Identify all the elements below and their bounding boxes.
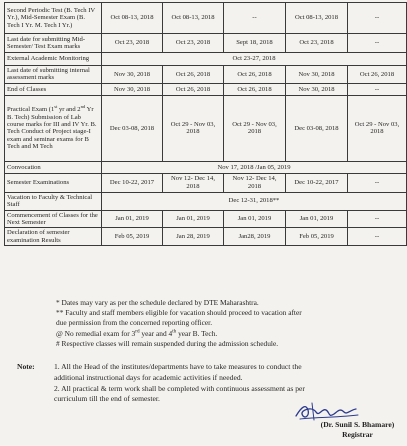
date-cell: Oct 08-13, 2018: [286, 3, 348, 34]
date-cell: Oct 26, 2018: [163, 66, 224, 84]
schedule-row: [5, 228, 407, 246]
event-cell: Practical Exam (1st yr and 2nd Yr B. Tech) Submission of Lab course marks for III and IV Yr. B. Tech Conduct of Project stage-I exam and seminar exams for B Tech and M Tech: [5, 95, 102, 161]
date-cell: Nov 30, 2018: [286, 66, 348, 84]
footnote: * Dates may vary as per the schedule declared by DTE Maharashtra.: [56, 298, 259, 307]
note-item: 1. All the Head of the institutes/departments have to take measures to conduct the: [54, 362, 302, 371]
event-cell: Vacation to Faculty & Technical Staff: [5, 192, 102, 210]
date-cell: Oct 23, 2018: [286, 34, 348, 53]
date-cell: --: [348, 210, 407, 228]
date-cell: Oct 29 - Nov 03, 2018: [224, 95, 286, 161]
footnotes: [56, 298, 401, 349]
date-cell: --: [224, 3, 286, 34]
date-cell: Sept 18, 2018: [224, 34, 286, 53]
schedule-row: [5, 66, 407, 84]
date-cell: Nov 12- Dec 14, 2018: [163, 173, 224, 192]
date-cell: Jan 01, 2019: [102, 210, 163, 228]
date-cell: Dec 03-08, 2018: [102, 95, 163, 161]
signatory-name: (Dr. Sunil S. Bhamare): [320, 420, 395, 429]
date-cell: Dec 10-22, 2017: [286, 173, 348, 192]
date-cell: --: [348, 34, 407, 53]
schedule-row: [5, 3, 407, 34]
date-cell: Jan 01, 2019: [163, 210, 224, 228]
date-cell: Dec 12-31, 2018**: [102, 192, 407, 210]
date-cell: Oct 29 - Nov 03, 2018: [348, 95, 407, 161]
schedule-row: [5, 34, 407, 53]
date-cell: Oct 23, 2018: [102, 34, 163, 53]
date-cell: --: [348, 228, 407, 246]
footnote: ** Faculty and staff members eligible for vacation should proceed to vacation after: [56, 308, 302, 318]
schedule-row: [5, 161, 407, 173]
event-cell: Last date for submitting Mid-Semester/ Test Exam marks: [5, 34, 102, 53]
note-items: [54, 362, 399, 405]
date-cell: Dec 03-08, 2018: [286, 95, 348, 161]
event-cell: External Academic Monitoring: [5, 53, 102, 66]
date-cell: Feb 05, 2019: [102, 228, 163, 246]
footnote: @ No remedial exam for 3rd year and 4th year B. Tech.: [56, 328, 218, 338]
schedule-row: [5, 95, 407, 161]
note-item: additional instructional days for academic activities if needed.: [54, 372, 243, 382]
schedule-row: [5, 173, 407, 192]
date-cell: --: [348, 173, 407, 192]
event-cell: Second Periodic Test (B. Tech IV Yr.), Mid-Semester Exam (B. Tech I Yr. M. Tech I Yr.): [5, 3, 102, 34]
date-cell: Nov 17, 2018 /Jan 05, 2019: [102, 161, 407, 173]
signatory-block: [310, 420, 405, 441]
date-cell: Jan 28, 2019: [163, 228, 224, 246]
date-cell: Oct 08-13, 2018: [163, 3, 224, 34]
date-cell: Oct 26, 2018: [348, 66, 407, 84]
date-cell: Oct 26, 2018: [224, 83, 286, 95]
date-cell: Feb 05, 2019: [286, 228, 348, 246]
date-cell: --: [348, 83, 407, 95]
schedule-row: [5, 53, 407, 66]
date-cell: Dec 10-22, 2017: [102, 173, 163, 192]
event-cell: Semester Examinations: [5, 173, 102, 192]
schedule-row: [5, 210, 407, 228]
footnote: # Respective classes will remain suspended during the admission schedule.: [56, 338, 279, 348]
date-cell: Oct 08-13, 2018: [102, 3, 163, 34]
date-cell: Oct 23, 2018: [163, 34, 224, 53]
event-cell: End of Classes: [5, 83, 102, 95]
date-cell: Nov 30, 2018: [286, 83, 348, 95]
note-item: 2. All practical & term work shall be completed with continuous assessment as per: [54, 383, 305, 393]
date-cell: Oct 26, 2018: [163, 83, 224, 95]
date-cell: Oct 26, 2018: [224, 66, 286, 84]
date-cell: Nov 30, 2018: [102, 83, 163, 95]
schedule-row: [5, 83, 407, 95]
date-cell: Nov 12- Dec 14, 2018: [224, 173, 286, 192]
academic-schedule-table: [4, 2, 407, 246]
event-cell: Declaration of semester examination Results: [5, 228, 102, 246]
date-cell: Jan28, 2019: [224, 228, 286, 246]
signatory-title: Registrar: [342, 430, 373, 440]
event-cell: Last date of submitting internal assessment marks: [5, 66, 102, 84]
date-cell: Nov 30, 2018: [102, 66, 163, 84]
date-cell: Jan 01, 2019: [224, 210, 286, 228]
date-cell: Jan 01, 2019: [286, 210, 348, 228]
date-cell: --: [348, 3, 407, 34]
schedule-row: [5, 192, 407, 210]
event-cell: Convocation: [5, 161, 102, 173]
date-cell: Oct 23-27, 2018: [102, 53, 407, 66]
event-cell: Commencement of Classes for the Next Semester: [5, 210, 102, 228]
note-item: curriculum till the end of semester.: [54, 394, 160, 404]
footnote: due permission from the concerned reporting officer.: [56, 318, 213, 328]
note-label: Note:: [17, 362, 35, 371]
date-cell: Oct 29 - Nov 03, 2018: [163, 95, 224, 161]
